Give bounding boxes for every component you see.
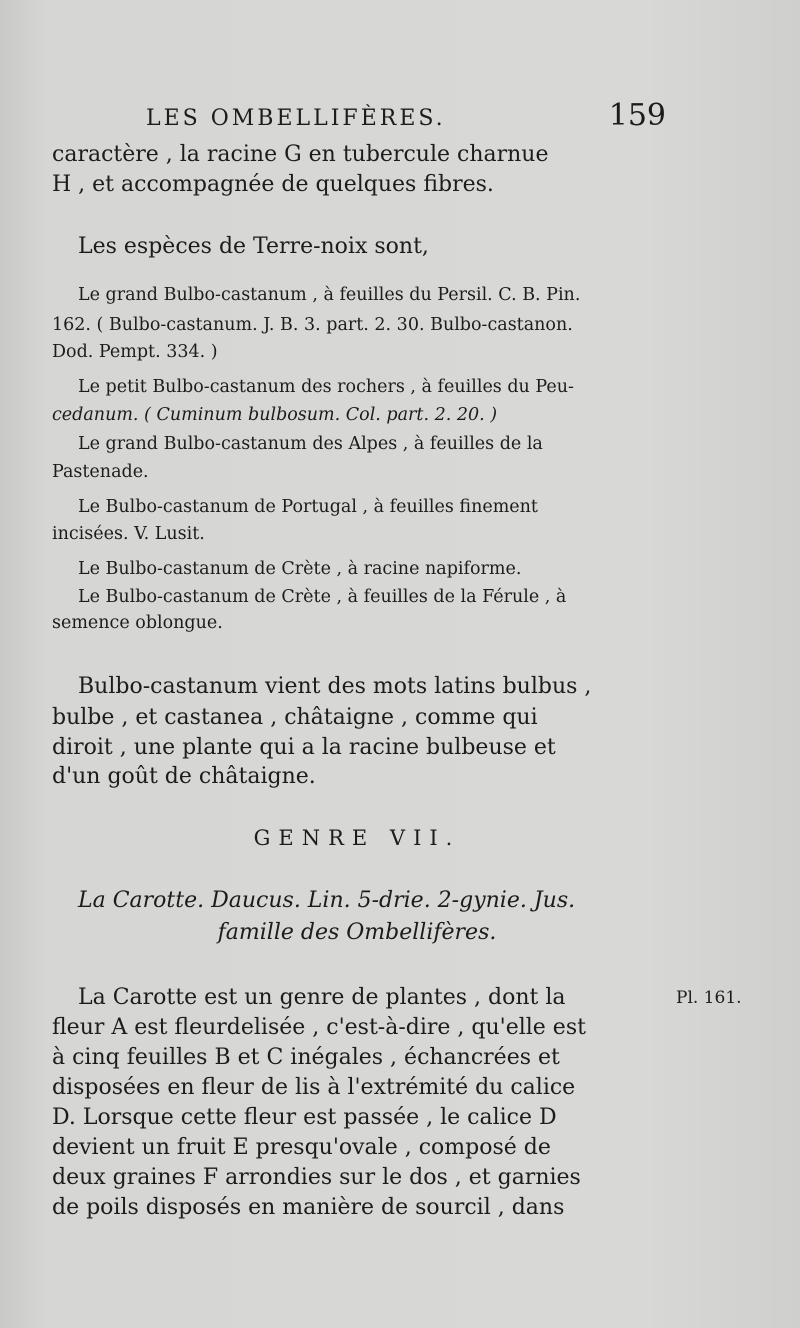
species-line: Pastenade.: [52, 462, 149, 482]
description-line: La Carotte est un genre de plantes , dont la: [78, 985, 566, 1010]
species-line: cedanum. ( Cuminum bulbosum. Col. part. 2. 20. ): [52, 405, 498, 425]
running-title: LES OMBELLIFÈRES.: [146, 106, 446, 131]
section-heading: Les espèces de Terre-noix sont,: [78, 234, 429, 259]
species-line: Le Bulbo-castanum de Portugal , à feuilles finement: [78, 497, 538, 517]
species-line: Dod. Pempt. 334. ): [52, 342, 218, 362]
species-line: incisées. V. Lusit.: [52, 524, 205, 544]
etymology-line: diroit , une plante qui a la racine bulbeuse et: [52, 735, 556, 760]
species-line: Le grand Bulbo-castanum des Alpes , à feuilles de la: [78, 434, 543, 454]
species-line: Le Bulbo-castanum de Crète , à racine napiforme.: [78, 559, 522, 579]
description-line: devient un fruit E presqu'ovale , composé de: [52, 1135, 551, 1160]
etymology-line: d'un goût de châtaigne.: [52, 764, 316, 789]
running-header: [146, 98, 666, 133]
description-line: deux graines F arrondies sur le dos , et garnies: [52, 1165, 581, 1190]
page-number: 159: [608, 98, 666, 133]
species-line: Le petit Bulbo-castanum des rochers , à feuilles du Peu-: [78, 377, 574, 397]
description-line: disposées en fleur de lis à l'extrémité du calice: [52, 1075, 576, 1100]
genre-title: La Carotte. Daucus. Lin. 5-drie. 2-gynie. Jus.: [78, 888, 576, 913]
species-line: Le Bulbo-castanum de Crète , à feuilles de la Férule , à: [78, 587, 567, 607]
genre-heading: GENRE VII.: [253, 826, 461, 850]
species-line: 162. ( Bulbo-castanum. J. B. 3. part. 2. 30. Bulbo-castanon.: [52, 315, 573, 335]
description-line: à cinq feuilles B et C inégales , échancrées et: [52, 1045, 560, 1070]
etymology-line: Bulbo-castanum vient des mots latins bulbus ,: [78, 674, 592, 699]
text-line: H , et accompagnée de quelques fibres.: [52, 172, 494, 197]
species-line: Le grand Bulbo-castanum , à feuilles du Persil. C. B. Pin.: [78, 285, 581, 305]
description-line: fleur A est fleurdelisée , c'est-à-dire , qu'elle est: [52, 1015, 586, 1040]
description-line: de poils disposés en manière de sourcil , dans: [52, 1195, 565, 1220]
etymology-line: bulbe , et castanea , châtaigne , comme qui: [52, 705, 538, 730]
description-line: D. Lorsque cette fleur est passée , le calice D: [52, 1105, 557, 1130]
species-line: semence oblongue.: [52, 613, 223, 633]
genre-family: famille des Ombellifères.: [217, 920, 497, 945]
text-line: caractère , la racine G en tubercule charnue: [52, 142, 549, 167]
plate-reference: Pl. 161.: [676, 988, 742, 1008]
